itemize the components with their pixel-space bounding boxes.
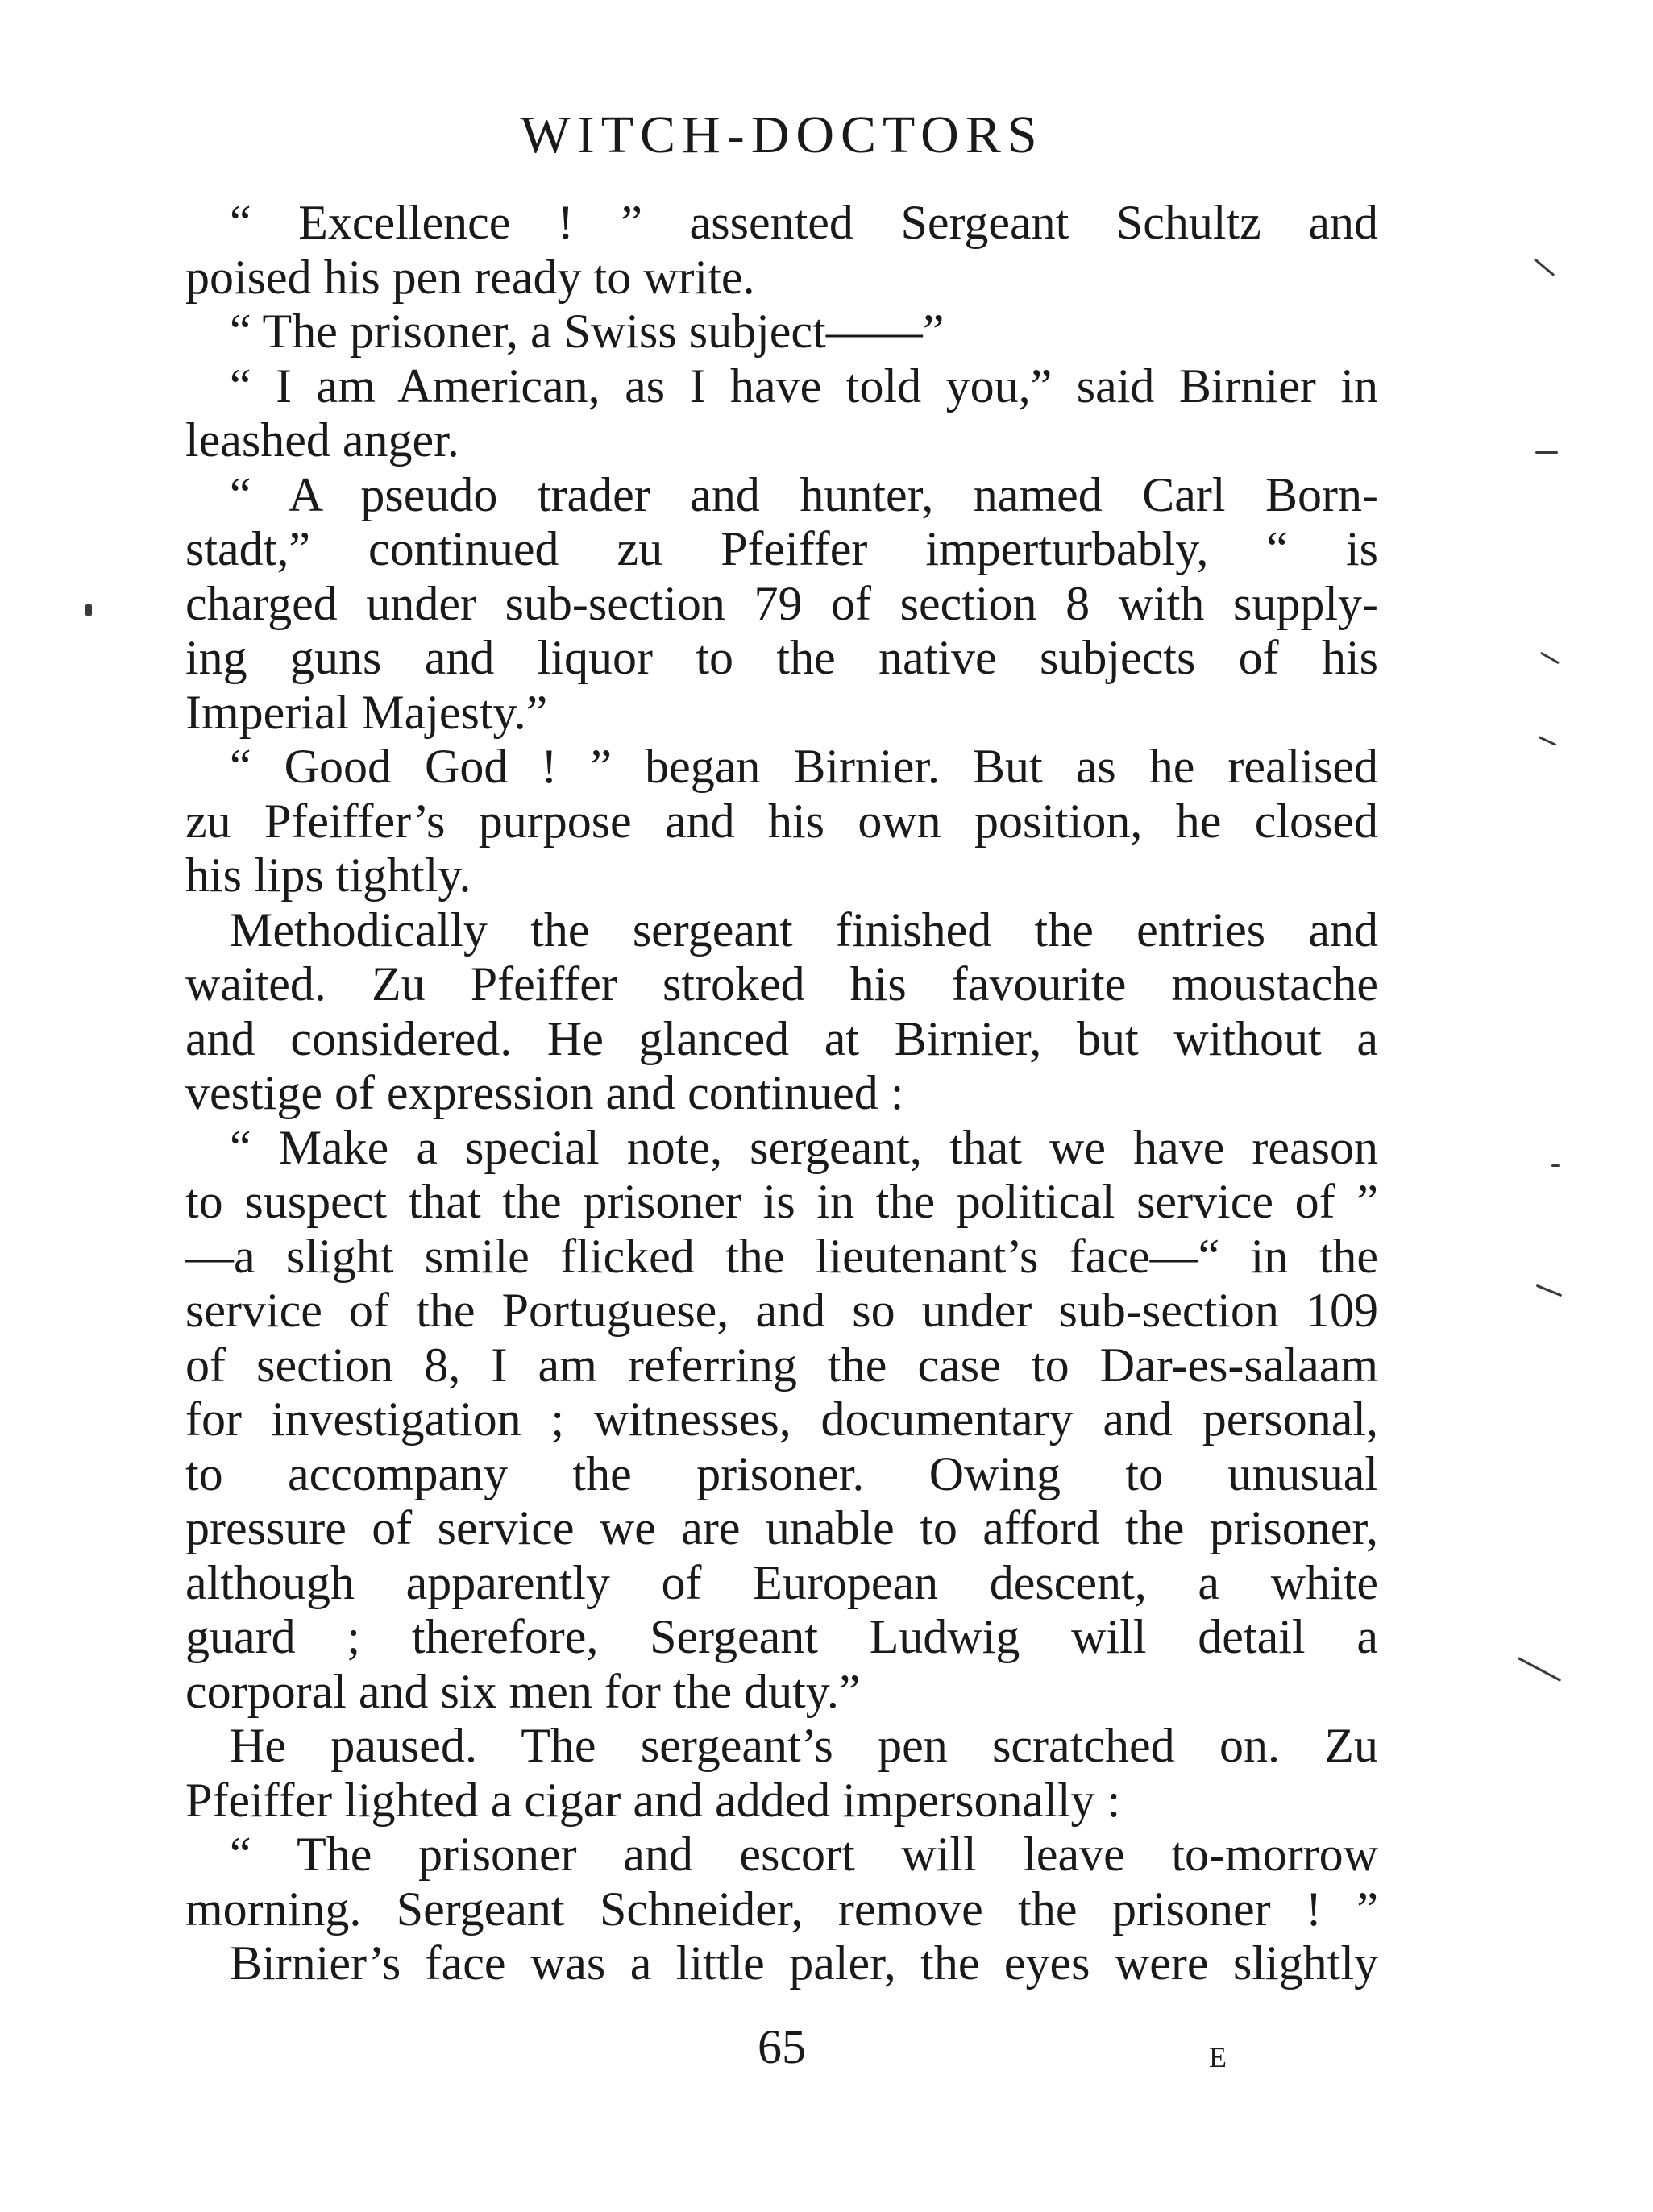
text-line: “ Excellence ! ” assented Sergeant Schultz and bbox=[230, 196, 1378, 249]
text-line: “ I am American, as I have told you,” said Birnier in bbox=[230, 359, 1378, 413]
text-line: to accompany the prisoner. Owing to unusual bbox=[185, 1446, 1378, 1500]
text-line: poised his pen ready to write. bbox=[185, 250, 755, 304]
page-number: 65 bbox=[758, 2020, 806, 2073]
text-line: morning. Sergeant Schneider, remove the prisoner ! ” bbox=[185, 1882, 1378, 1936]
text-line: ing guns and liquor to the native subjects of his bbox=[185, 631, 1378, 684]
text-line: Birnier’s face was a little paler, the eyes were slightly bbox=[230, 1936, 1378, 1990]
text-line: zu Pfeiffer’s purpose and his own position, he closed bbox=[185, 794, 1378, 848]
text-line: leashed anger. bbox=[185, 413, 459, 467]
scan-mark bbox=[85, 604, 92, 616]
text-line: Imperial Majesty.” bbox=[185, 685, 548, 739]
text-line: stadt,” continued zu Pfeiffer imperturbably, “ is bbox=[185, 522, 1378, 575]
text-line: of section 8, I am referring the case to Dar-es-salaam bbox=[185, 1338, 1378, 1392]
scan-mark bbox=[1534, 258, 1555, 276]
text-line: “ The prisoner and escort will leave to-morrow bbox=[230, 1828, 1378, 1881]
text-line: Pfeiffer lighted a cigar and added impersonally : bbox=[185, 1773, 1121, 1827]
text-line: waited. Zu Pfeiffer stroked his favourite moustache bbox=[185, 957, 1378, 1011]
scan-mark bbox=[1540, 652, 1560, 665]
text-line: “ Good God ! ” began Birnier. But as he realised bbox=[230, 740, 1378, 793]
text-line: —a slight smile flicked the lieutenant’s face—“ in the bbox=[185, 1229, 1378, 1283]
text-line: Methodically the sergeant finished the entries and bbox=[230, 903, 1378, 957]
scan-mark bbox=[1535, 451, 1558, 454]
text-line: “ Make a special note, sergeant, that we have reason bbox=[230, 1120, 1378, 1174]
scan-mark bbox=[1536, 1284, 1563, 1297]
scan-mark bbox=[1538, 736, 1556, 746]
text-line: to suspect that the prisoner is in the political service of ” bbox=[185, 1175, 1378, 1228]
scan-mark bbox=[1551, 1164, 1560, 1167]
text-line: corporal and six men for the duty.” bbox=[185, 1664, 861, 1718]
text-line: vestige of expression and continued : bbox=[185, 1066, 904, 1119]
text-line: guard ; therefore, Sergeant Ludwig will detail a bbox=[185, 1610, 1378, 1663]
text-line: and considered. He glanced at Birnier, but without a bbox=[185, 1011, 1378, 1065]
text-line: “ A pseudo trader and hunter, named Carl Born- bbox=[230, 467, 1378, 521]
text-line: “ The prisoner, a Swiss subject——” bbox=[230, 305, 945, 358]
scan-mark bbox=[1518, 1657, 1561, 1682]
running-head: WITCH-DOCTORS bbox=[520, 106, 1044, 164]
body-text bbox=[185, 196, 1378, 1991]
text-line: He paused. The sergeant’s pen scratched on. Zu bbox=[230, 1719, 1378, 1772]
text-line: although apparently of European descent, a white bbox=[185, 1555, 1378, 1609]
text-line: pressure of service we are unable to afford the prisoner, bbox=[185, 1501, 1378, 1554]
text-line: for investigation ; witnesses, documentary and personal, bbox=[185, 1392, 1378, 1446]
text-line: his lips tightly. bbox=[185, 849, 471, 902]
text-line: service of the Portuguese, and so under sub-section 109 bbox=[185, 1284, 1378, 1337]
text-line: charged under sub-section 79 of section 8 with supply- bbox=[185, 576, 1378, 630]
signature-mark: E bbox=[1209, 2041, 1228, 2073]
